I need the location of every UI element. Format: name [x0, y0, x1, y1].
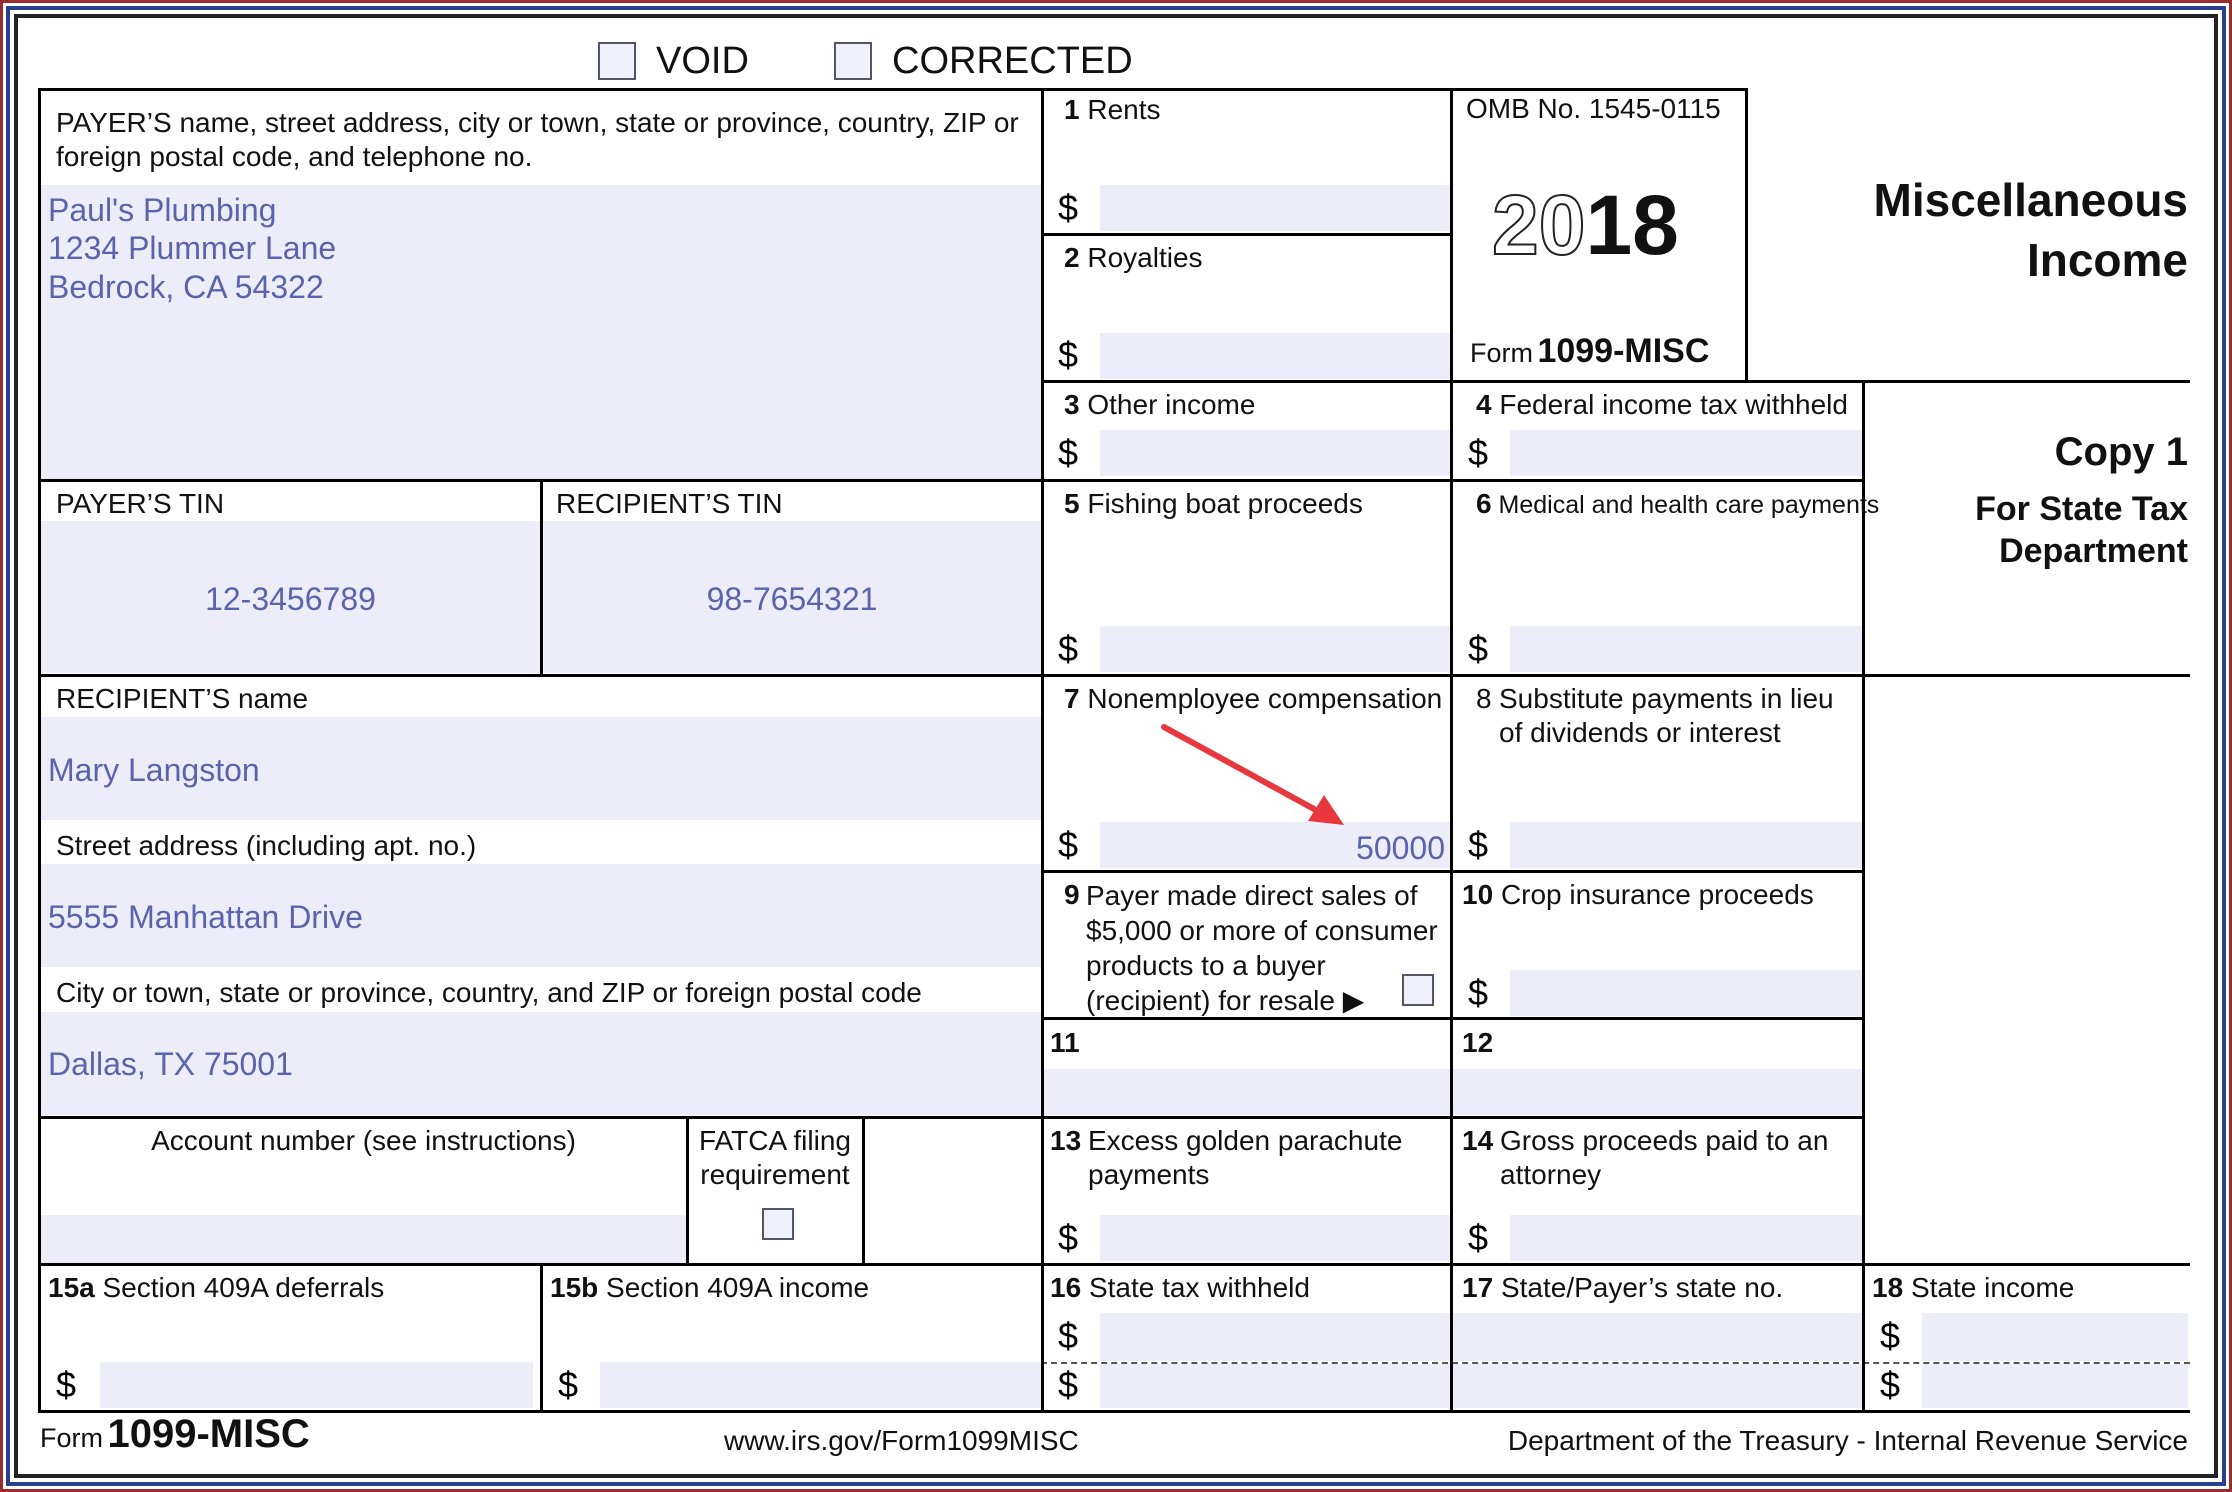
box18-dollar-1: $ — [1880, 1315, 1901, 1356]
state-divider — [1041, 1362, 2190, 1364]
payer-street-value[interactable]: 1234 Plummer Lane — [48, 230, 337, 266]
box7-value[interactable]: 50000 — [1356, 830, 1445, 866]
box17-label: 17 State/Payer’s state no. — [1462, 1272, 1784, 1303]
omb-number: OMB No. 1545-0115 — [1466, 93, 1721, 124]
b16-fill-2 — [1100, 1364, 1450, 1408]
footer-form-name: 1099-MISC — [107, 1412, 310, 1456]
b16-fill-1 — [1100, 1313, 1450, 1361]
box10-dollar: $ — [1468, 972, 1489, 1013]
grid-line — [540, 479, 543, 674]
box11-num: 11 — [1050, 1027, 1080, 1058]
recipient-name-value[interactable]: Mary Langston — [48, 752, 260, 788]
box4-dollar: $ — [1468, 432, 1489, 473]
box12-num: 12 — [1462, 1027, 1494, 1058]
form-title-line1: Miscellaneous — [1873, 174, 2188, 226]
b17-fill-1 — [1453, 1313, 1862, 1361]
box9-num: 9 — [1064, 879, 1080, 910]
payer-tin-value[interactable]: 12-3456789 — [205, 581, 376, 617]
copy-label: Copy 1 — [2054, 430, 2188, 474]
box13-label: Excess golden parachute payments — [1088, 1125, 1403, 1190]
footer-url[interactable]: www.irs.gov/Form1099MISC — [724, 1425, 1079, 1456]
payer-city-value[interactable]: Bedrock, CA 54322 — [48, 269, 324, 305]
form-title-line2: Income — [2026, 234, 2188, 286]
box9-checkbox[interactable] — [1402, 974, 1434, 1006]
box16-dollar-1: $ — [1058, 1315, 1079, 1356]
grid-line — [38, 88, 1748, 91]
grid-line — [38, 1263, 2190, 1266]
b6-fill — [1510, 626, 1862, 672]
account-label: Account number (see instructions) — [151, 1125, 576, 1156]
box13-dollar: $ — [1058, 1217, 1079, 1258]
box18-dollar-2: $ — [1880, 1364, 1901, 1405]
footer-form-id — [40, 1412, 310, 1457]
form-name: 1099-MISC — [1537, 332, 1710, 370]
box14-label: Gross proceeds paid to an attorney — [1500, 1125, 1829, 1190]
grid-line — [1450, 88, 1453, 1413]
box6-dollar: $ — [1468, 628, 1489, 669]
annotation-arrow-icon — [1150, 715, 1350, 830]
box5-dollar: $ — [1058, 628, 1079, 669]
b4-fill — [1510, 430, 1862, 476]
box15b-dollar: $ — [558, 1364, 579, 1405]
grid-line — [38, 479, 1862, 482]
b10-fill — [1510, 970, 1862, 1016]
b3-fill — [1100, 430, 1450, 476]
box8-num: 8 — [1476, 683, 1492, 714]
b15a-fill — [100, 1362, 533, 1408]
payer-tin-label: PAYER’S TIN — [56, 488, 225, 519]
recipient-street-value[interactable]: 5555 Manhattan Drive — [48, 899, 363, 935]
footer-form-word: Form — [40, 1423, 103, 1453]
grid-line — [38, 1410, 2190, 1413]
b2-fill — [1100, 333, 1450, 379]
b12-fill — [1453, 1069, 1862, 1115]
box7-dollar: $ — [1058, 824, 1079, 865]
box2-dollar: $ — [1058, 334, 1079, 375]
copy-desc-line1: For State Tax — [1975, 490, 2188, 528]
box8-label: Substitute payments in lieu of dividends or interest — [1499, 683, 1834, 748]
grid-line — [38, 1116, 1862, 1119]
recipient-tin-label: RECIPIENT’S TIN — [556, 488, 783, 519]
box13-num: 13 — [1050, 1125, 1082, 1156]
form-id — [1470, 332, 1709, 371]
box5-label: 5 Fishing boat proceeds — [1064, 488, 1363, 519]
box1-dollar: $ — [1058, 187, 1079, 228]
footer-department: Department of the Treasury - Internal Revenue Service — [1507, 1425, 2188, 1456]
box16-label: 16 State tax withheld — [1050, 1272, 1310, 1303]
copy-description — [1880, 488, 2188, 572]
grid-line — [686, 1116, 689, 1263]
recipient-tin-value[interactable]: 98-7654321 — [706, 581, 878, 617]
b18-fill-1 — [1922, 1313, 2188, 1361]
grid-line — [38, 674, 2190, 677]
box2-label: 2 Royalties — [1064, 242, 1203, 273]
void-label: VOID — [656, 40, 749, 82]
box14-dollar: $ — [1468, 1217, 1489, 1258]
box3-dollar: $ — [1058, 432, 1079, 473]
tax-year-prefix: 20 — [1492, 178, 1586, 272]
b8-fill — [1510, 822, 1862, 868]
grid-line — [38, 88, 41, 1413]
box1-label: 1 Rents — [1064, 94, 1161, 125]
box15a-dollar: $ — [56, 1364, 77, 1405]
b15b-fill — [600, 1362, 1041, 1408]
tax-year-suffix: 18 — [1585, 178, 1679, 272]
b18-fill-2 — [1922, 1364, 2188, 1408]
box6-label: 6 Medical and health care payments — [1476, 488, 1880, 519]
b11-fill — [1044, 1069, 1450, 1115]
grid-line — [1041, 88, 1044, 1413]
b14-fill — [1510, 1215, 1862, 1261]
grid-line — [1041, 380, 2190, 383]
tax-year — [1492, 180, 1679, 270]
b1-fill — [1100, 185, 1450, 231]
box15a-label: 15a Section 409A deferrals — [48, 1272, 385, 1303]
grid-line — [1041, 233, 1453, 236]
box10-label: 10 Crop insurance proceeds — [1462, 879, 1814, 910]
form-title — [1760, 170, 2188, 290]
box14-num: 14 — [1462, 1125, 1494, 1156]
fatca-label: FATCA filing requirement — [699, 1125, 851, 1190]
corrected-label: CORRECTED — [892, 40, 1133, 82]
form-word: Form — [1470, 338, 1533, 368]
recipient-street-label: Street address (including apt. no.) — [56, 830, 477, 861]
grid-line — [1862, 380, 1865, 1413]
box15b-label: 15b Section 409A income — [550, 1272, 870, 1303]
grid-line — [862, 1116, 865, 1263]
payer-label: PAYER’S name, street address, city or town, state or province, country, ZIP or foreign postal code, and telephone no. — [56, 107, 1019, 172]
recipient-name-label: RECIPIENT’S name — [56, 683, 309, 714]
box9-label: Payer made direct sales of $5,000 or more of consumer products to a buyer (recipient) for resale ▶ — [1086, 880, 1438, 1016]
b13-fill — [1100, 1215, 1450, 1261]
corrected-checkbox[interactable] — [834, 42, 872, 80]
grid-line — [1745, 88, 1748, 380]
box7-label: 7 Nonemployee compensation — [1064, 683, 1443, 714]
box8-dollar: $ — [1468, 824, 1489, 865]
grid-line — [540, 1263, 543, 1413]
recipient-city-value[interactable]: Dallas, TX 75001 — [48, 1046, 293, 1082]
payer-name-value[interactable]: Paul's Plumbing — [48, 192, 277, 228]
box18-label: 18 State income — [1872, 1272, 2075, 1303]
box4-label: 4 Federal income tax withheld — [1476, 389, 1848, 420]
b5-fill — [1100, 626, 1450, 672]
fatca-checkbox[interactable] — [762, 1208, 794, 1240]
void-checkbox[interactable] — [598, 42, 636, 80]
box3-label: 3 Other income — [1064, 389, 1256, 420]
b17-fill-2 — [1453, 1364, 1862, 1408]
box16-dollar-2: $ — [1058, 1364, 1079, 1405]
copy-desc-line2: Department — [1999, 532, 2188, 570]
recipient-city-label: City or town, state or province, country, and ZIP or foreign postal code — [56, 977, 922, 1008]
account-fill — [41, 1215, 686, 1264]
